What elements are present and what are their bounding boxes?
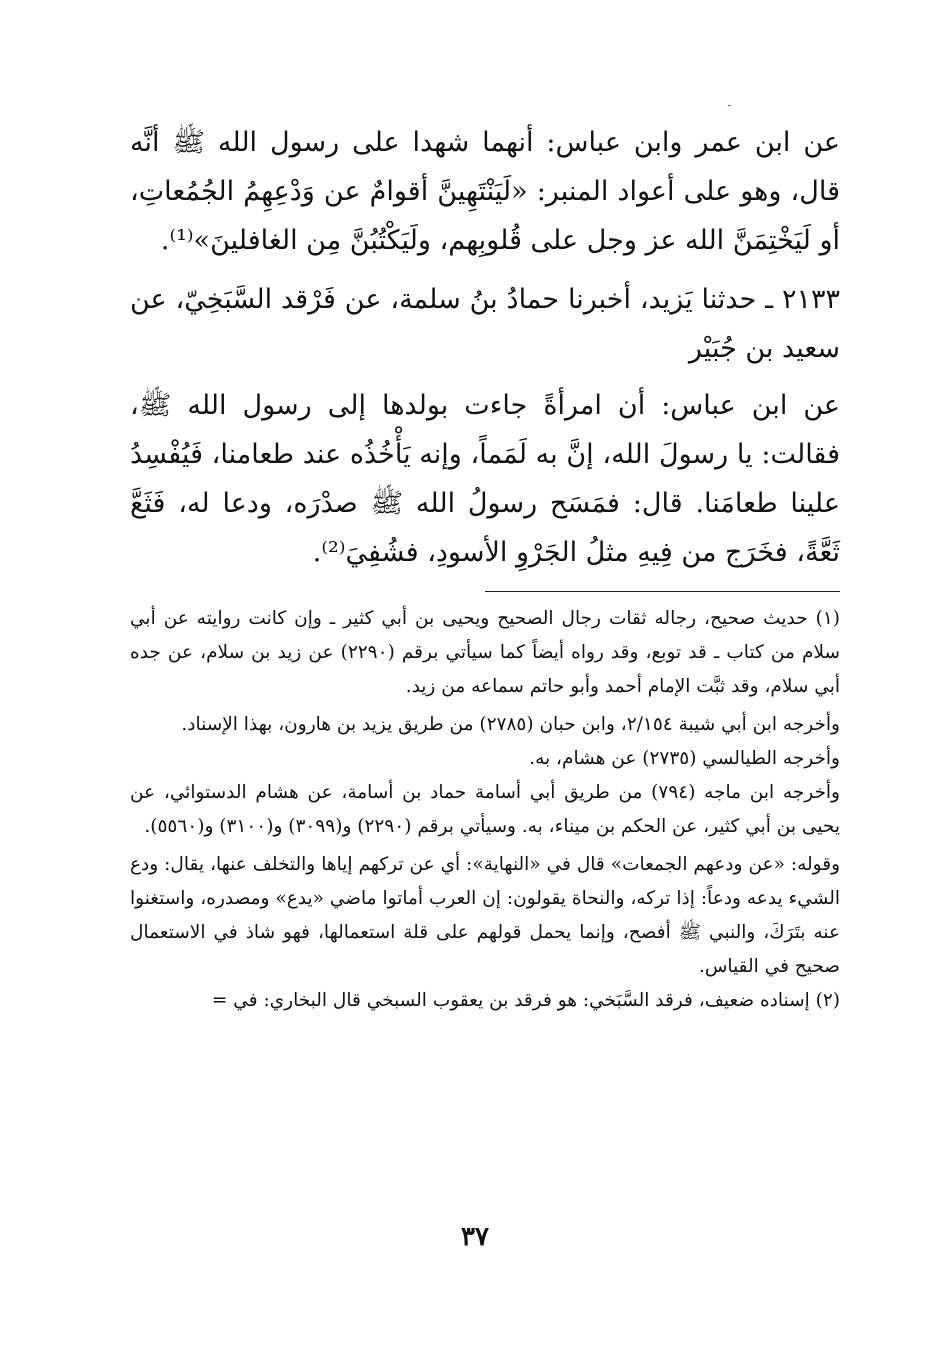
footnote-separator <box>485 591 840 592</box>
main-text <box>130 118 840 577</box>
footnote-1-takhrij-c: وأخرجه ابن ماجه (٧٩٤) من طريق أبي أسامة حماد بن أسامة، عن هشام الدستوائي، عن يحيى بن أبي كثير، عن الحكم بن ميناء، به. وسيأتي برقم (٢٢٩٠) و(٣٠٩٩) و(٣١٠٠) و(٥٥٦٠). <box>130 782 840 837</box>
page-body <box>130 118 840 1018</box>
footnote-1: (١) حديث صحيح، رجاله ثقات رجال الصحيح ويحيى بن أبي كثير ـ وإن كانت روايته عن أبي سلام من كتاب ـ قد توبع، وقد رواه أيضاً كما سيأتي برقم (٢٢٩٠) عن زيد بن سلام، عن جده أبي سلام، وقد ثبَّت الإمام أحمد وأبو حاتم سماعه من زيد. <box>130 608 840 697</box>
footnote-1-gloss: وقوله: «عن ودعهم الجمعات» قال في «النهاية»: أي عن تركهم إياها والتخلف عنها، يقال: ودع الشيء يدعه ودعاً: إذا تركه، والنحاة يقولون: إن العرب أماتوا ماضي «يدع» ومصدره، واستغنوا عنه بتَرَكَ، والنبي ﷺ أفصح، وإنما يحمل قولهم على قلة استعمالها، فهو شاذ في الاستعمال صحيح في القياس. <box>130 854 840 977</box>
footnote-2: (٢) إسناده ضعيف، فرقد السَّبَخي: هو فرقد بن يعقوب السبخي قال البخاري: في = <box>211 990 840 1011</box>
footnotes <box>130 602 840 1018</box>
hadith-isnad-2133: ٢١٣٣ ـ حدثنا يَزيد، أخبرنا حمادُ بنُ سلمة، عن فَرْقد السَّبَخِيّ، عن سعيد بن جُبَيْر <box>130 284 840 364</box>
hadith-text-1: عن ابن عمر وابن عباس: أنهما شهدا على رسول الله ﷺ أنَّه قال، وهو على أعواد المنبر: «لَيَنْتَهِينَّ أقوامٌ عن وَدْعِهِمُ الجُمُعاتِ، أو لَيَخْتِمَنَّ الله عز وجل على قُلوبِهم، ولَيَكْتُبُنَّ مِن الغافلينَ»⁽¹⁾. <box>130 127 840 256</box>
footnote-1-takhrij-b: وأخرجه الطيالسي (٢٧٣٥) عن هشام، به. <box>529 748 840 769</box>
page-number: ٣٧ <box>461 1222 489 1252</box>
corner-mark: ـ <box>728 98 731 109</box>
footnote-1-takhrij-a: وأخرجه ابن أبي شيبة ٢/١٥٤، وابن حبان (٢٧٨٥) من طريق يزيد بن هارون، بهذا الإسناد. <box>181 714 840 735</box>
hadith-text-2: عن ابن عباس: أن امرأةً جاءت بولدها إلى رسول الله ﷺ، فقالت: يا رسولَ الله، إنَّ به لَمَماً، وإنه يَأْخُذُه عند طعامنا، فَيُفْسِدُ علينا طعامَنا. قال: فمَسَح رسولُ الله ﷺ صدْرَه، ودعا له، فَثَعَّ ثَعَّةً، فخَرَج من فِيهِ مثلُ الجَرْوِ الأسودِ، فشُفِيَ⁽²⁾. <box>130 390 840 568</box>
